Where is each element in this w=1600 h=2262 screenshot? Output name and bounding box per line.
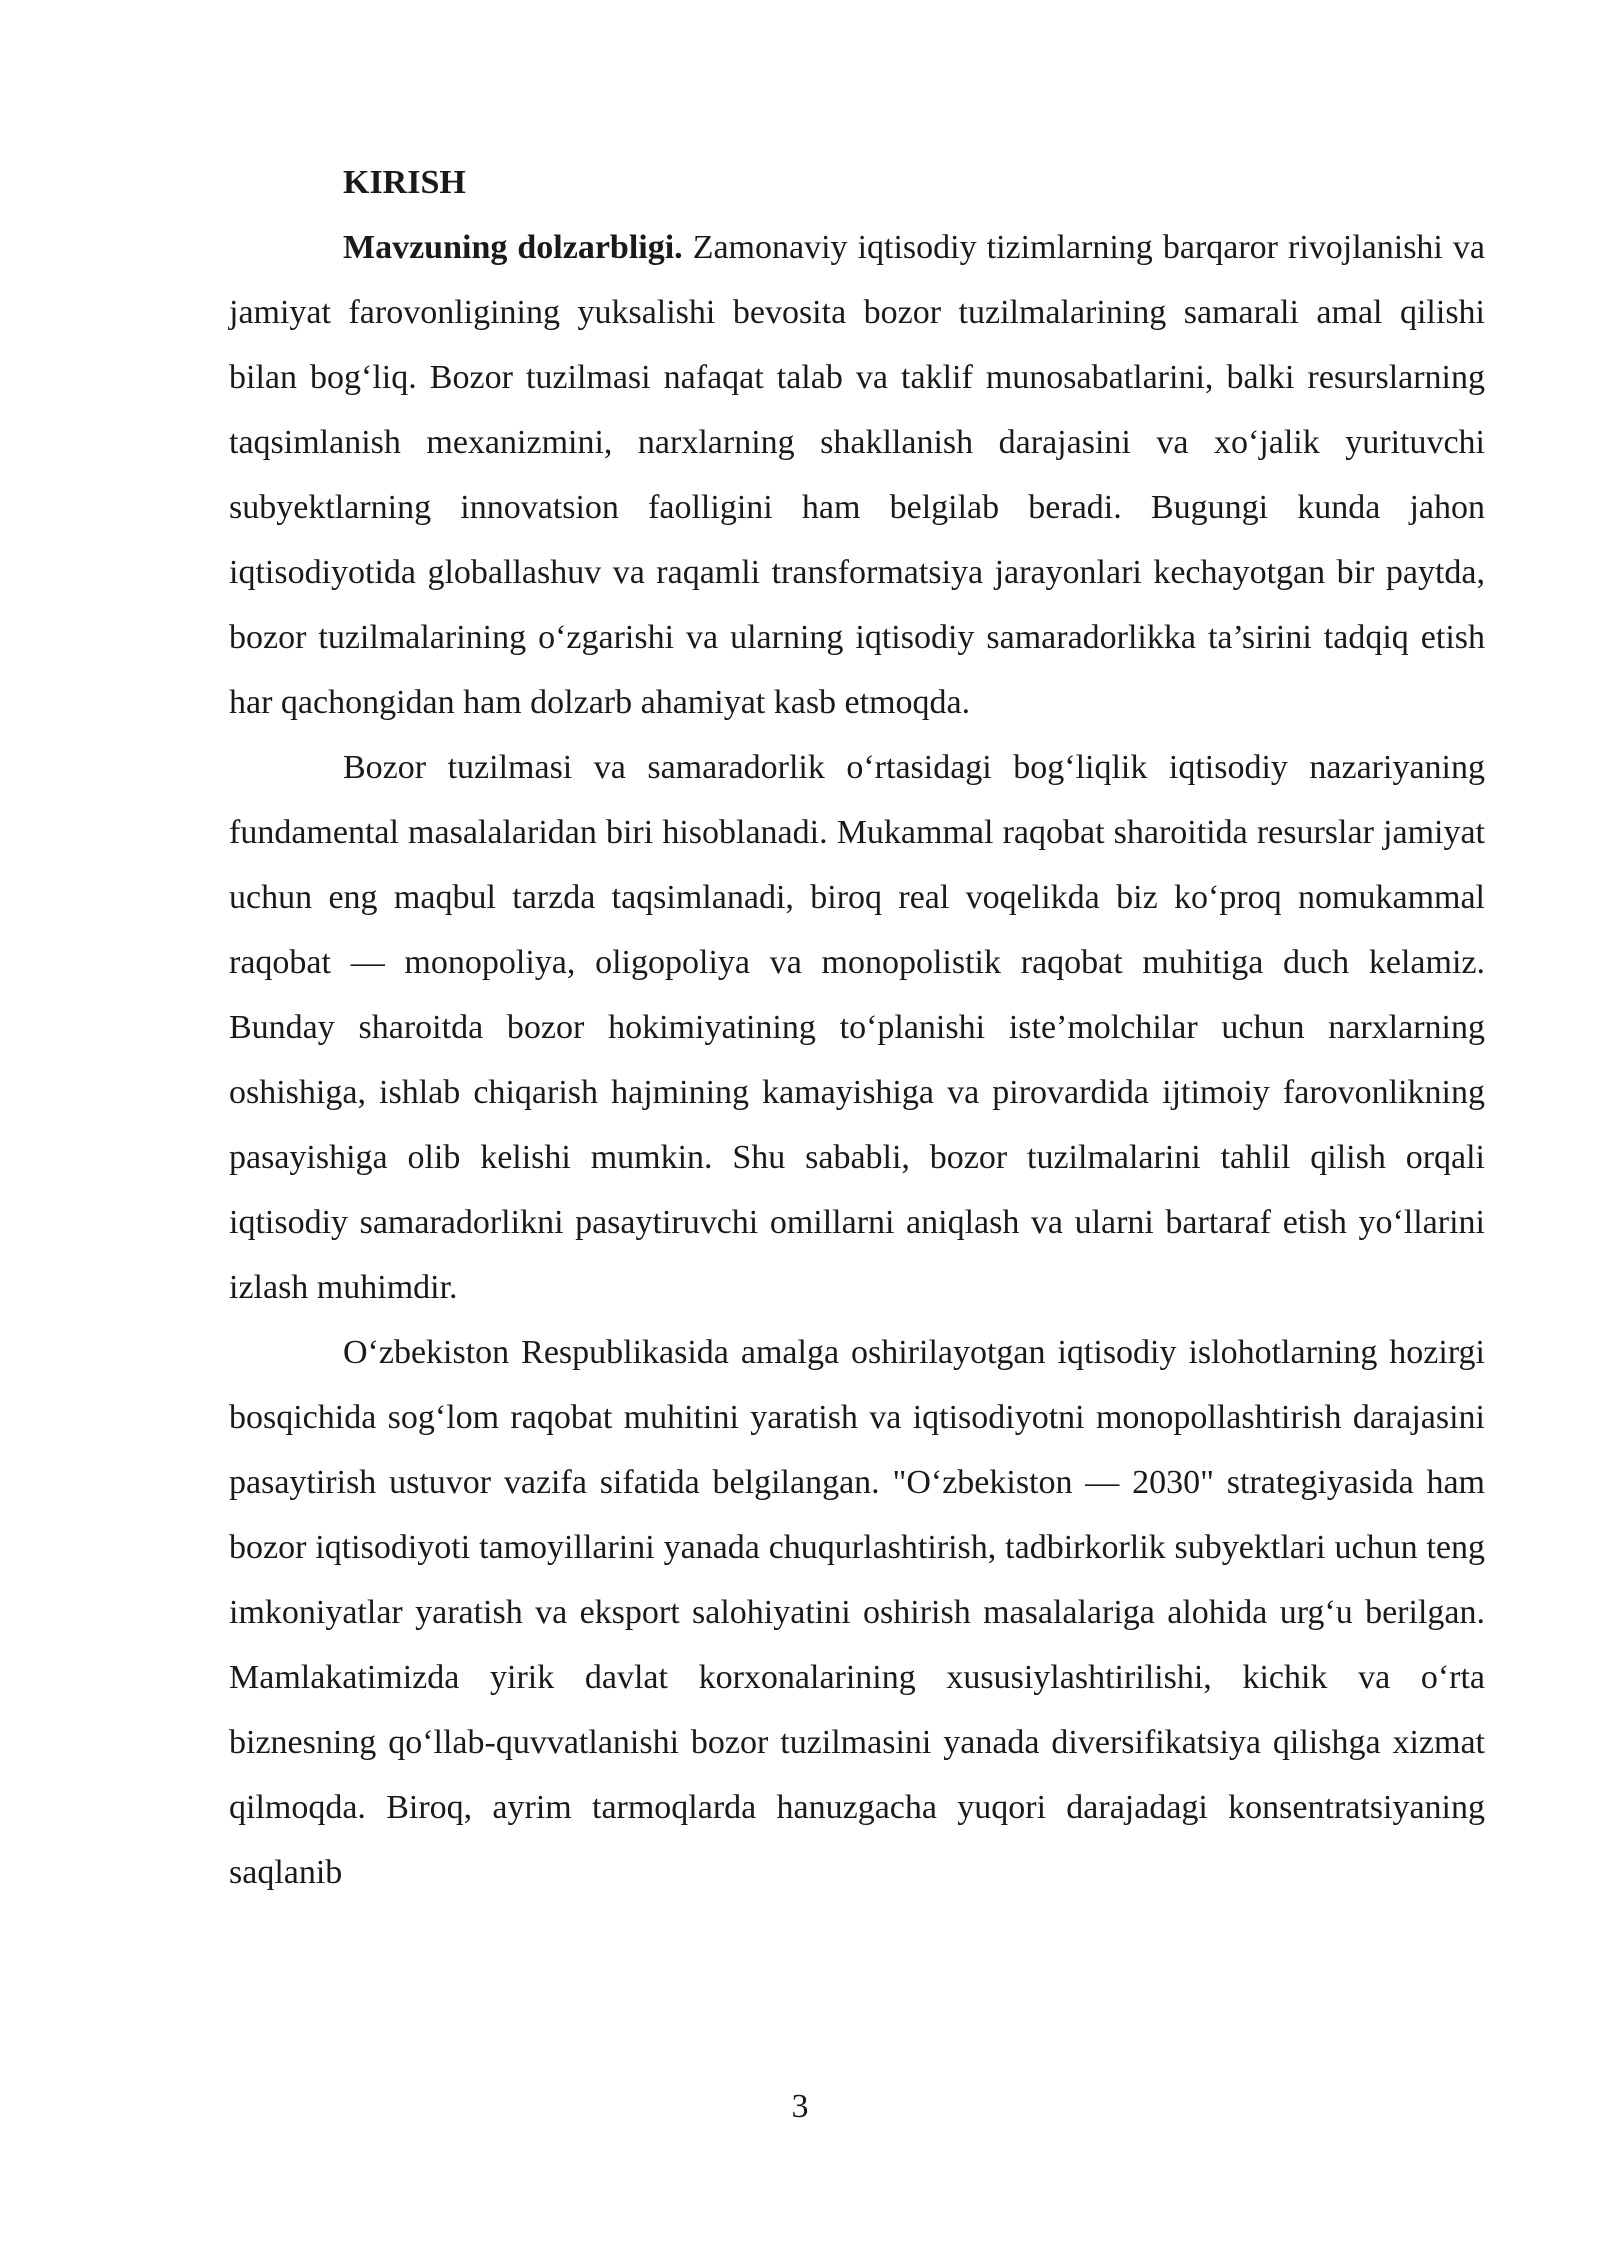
page-content xyxy=(229,150,1485,1905)
section-heading: KIRISH xyxy=(343,164,466,201)
paragraph-relevance xyxy=(229,215,1485,735)
paragraph-lead: Mavzuning dolzarbligi. xyxy=(343,229,683,266)
paragraph-uzbekistan-reforms: O‘zbekiston Respublikasida amalga oshirilayotgan iqtisodiy islohotlarning hozirgi bosqichida sog‘lom raqobat muhitini yaratish va iqtisodiyotni monopollashtirish darajasini pasaytirish ustuvor vazifa sifatida belgilangan. "O‘zbekiston — 2030" strategiyasida ham bozor iqtisodiyoti tamoyillarini yanada chuqurlashtirish, tadbirkorlik subyektlari uchun teng imkoniyatlar yaratish va eksport salohiyatini oshirish masalalariga alohida urg‘u berilgan. Mamlakatimizda yirik davlat korxonalarining xususiylashtirilishi, kichik va o‘rta biznesning qo‘llab-quvvatlanishi bozor tuzilmasini yanada diversifikatsiya qilishga xizmat qilmoqda. Biroq, ayrim tarmoqlarda hanuzgacha yuqori darajadagi konsentratsiyaning saqlanib xyxy=(229,1334,1485,1891)
paragraph-text: Zamonaviy iqtisodiy tizimlarning barqaror rivojlanishi va jamiyat farovonligining yuksalishi bevosita bozor tuzilmalarining samarali amal qilishi bilan bog‘liq. Bozor tuzilmasi nafaqat talab va taklif munosabatlarini, balki resurslarning taqsimlanish mexanizmini, narxlarning shakllanish darajasini va xo‘jalik yurituvchi subyektlarning innovatsion faolligini ham belgilab beradi. Bugungi kunda jahon iqtisodiyotida globallashuv va raqamli transformatsiya jarayonlari kechayotgan bir paytda, bozor tuzilmalarining o‘zgarishi va ularning iqtisodiy samaradorlikka ta’sirini tadqiq etish har qachongidan ham dolzarb ahamiyat kasb etmoqda. xyxy=(229,229,1486,721)
page-number: 3 xyxy=(791,2088,809,2125)
paragraph-market-structure: Bozor tuzilmasi va samaradorlik o‘rtasidagi bog‘liqlik iqtisodiy nazariyaning fundamental masalalaridan biri hisoblanadi. Mukammal raqobat sharoitida resurslar jamiyat uchun eng maqbul tarzda taqsimlanadi, biroq real voqelikda biz ko‘proq nomukammal raqobat — monopoliya, oligopoliya va monopolistik raqobat muhitiga duch kelamiz. Bunday sharoitda bozor hokimiyatining to‘planishi iste’molchilar uchun narxlarning oshishiga, ishlab chiqarish hajmining kamayishiga va pirovardida ijtimoiy farovonlikning pasayishiga olib kelishi mumkin. Shu sababli, bozor tuzilmalarini tahlil qilish orqali iqtisodiy samaradorlikni pasaytiruvchi omillarni aniqlash va ularni bartaraf etish yo‘llarini izlash muhimdir. xyxy=(229,749,1485,1306)
